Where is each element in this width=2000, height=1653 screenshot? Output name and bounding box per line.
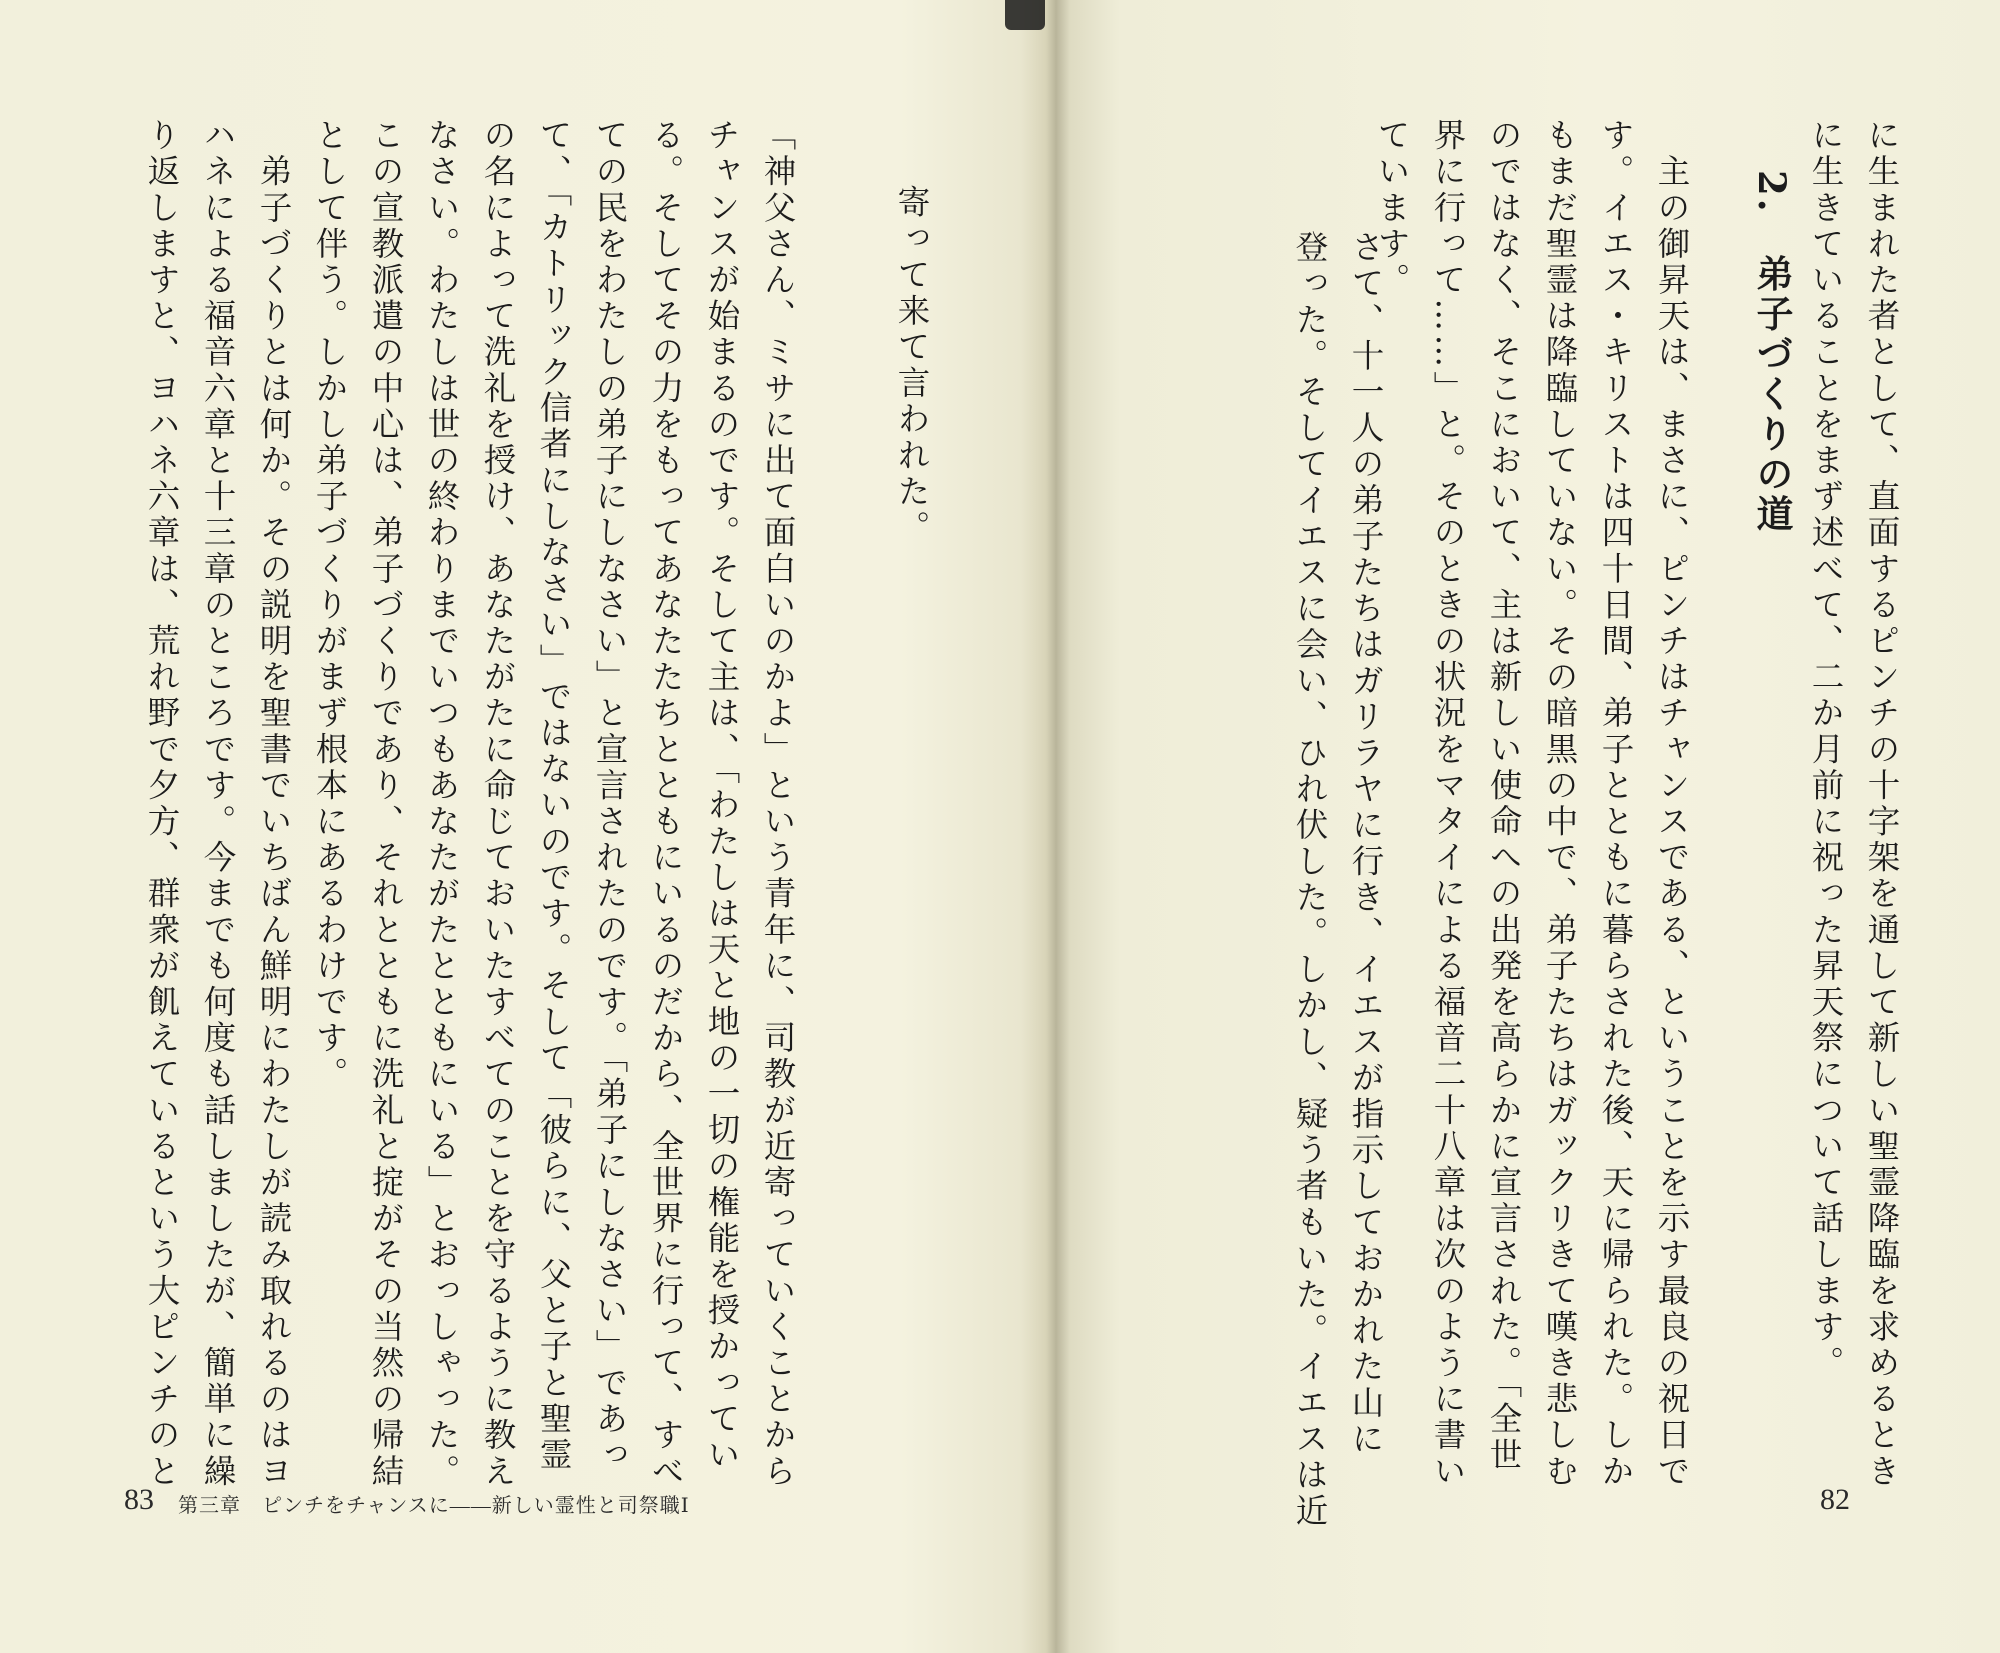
text-line: 主の御昇天は、まさに、ピンチはチャンスである、ということを示す最良の祝日で <box>1653 118 1691 1490</box>
text-line: 「神父さん、ミサに出て面白いのかよ」という青年に、司教が近寄っていくことから <box>759 118 797 1490</box>
page-number-left: 83 <box>124 1483 154 1516</box>
text-line: ての民をわたしの弟子にしなさい」と宣言されたのです。「弟子にしなさい」であっ <box>591 118 629 1474</box>
text-line: この宣教派遣の中心は、弟子づくりであり、それとともに洗礼と掟がその当然の帰結 <box>367 118 405 1490</box>
scripture-quote <box>1282 230 1394 1530</box>
text-line: ています。 <box>1373 118 1411 299</box>
right-intro-paragraph <box>1798 118 1910 1548</box>
page-number-right: 82 <box>1820 1483 1850 1516</box>
text-line: の名によって洗礼を授け、あなたがたに命じておいたすべてのことを守るように教え <box>479 118 517 1490</box>
text-line: のではなく、そこにおいて、主は新しい使命への出発を高らかに宣言された。「全世 <box>1485 118 1523 1474</box>
text-line: として伴う。しかし弟子づくりがまず根本にあるわけです。 <box>311 118 349 1093</box>
text-line: て、「カトリック信者にしなさい」ではないのです。そして「彼らに、父と子と聖霊 <box>535 118 573 1474</box>
text-line: ハネによる福音六章と十三章のところです。今までも何度も話しましたが、簡単に繰 <box>199 118 237 1490</box>
text-line: 寄って来て言われた。 <box>893 185 931 546</box>
running-head: 第三章 ピンチをチャンスに——新しい霊性と司祭職Ⅰ <box>178 1495 690 1517</box>
text-line: もまだ聖霊は降臨していない。その暗黒の中で、弟子たちはガックリきて嘆き悲しむ <box>1541 118 1579 1490</box>
text-line: 登った。そしてイエスに会い、ひれ伏した。しかし、疑う者もいた。イエスは近 <box>1291 230 1329 1530</box>
text-line: チャンスが始まるのです。そして主は、「わたしは天と地の一切の権能を授かってい <box>703 118 741 1474</box>
left-body-paragraph <box>134 118 806 1548</box>
text-line: り返しますと、ヨハネ六章は、荒れ野で夕方、群衆が飢えているという大ピンチのと <box>143 118 181 1490</box>
right-page <box>1030 0 2000 1653</box>
text-line: に生きていることをまず述べて、二か月前に祝った昇天祭について話します。 <box>1807 118 1845 1382</box>
text-line: 弟子づくりとは何か。その説明を聖書でいちばん鮮明にわたしが読み取れるのはヨ <box>255 118 293 1490</box>
text-line: す。イエス・キリストは四十日間、弟子とともに暮らされた後、天に帰られた。しか <box>1597 118 1635 1490</box>
text-line: なさい。わたしは世の終わりまでいつもあなたがたとともにいる」とおっしゃった。 <box>423 118 461 1490</box>
text-line: さて、十一人の弟子たちはガリラヤに行き、イエスが指示しておかれた山に <box>1347 230 1385 1458</box>
right-body-paragraph <box>1364 118 1700 1548</box>
text-line: 界に行って……」と。そのときの状況をマタイによる福音二十八章は次のように書い <box>1429 118 1467 1490</box>
text-line: に生まれた者として、直面するピンチの十字架を通して新しい聖霊降臨を求めるとき <box>1863 118 1901 1490</box>
scripture-quote-continuation <box>884 185 940 1485</box>
text-line: る。そしてその力をもってあなたたちとともにいるのだから、全世界に行って、すべ <box>647 118 685 1490</box>
section-heading: 2. 弟子づくりの道 <box>1750 170 1794 535</box>
